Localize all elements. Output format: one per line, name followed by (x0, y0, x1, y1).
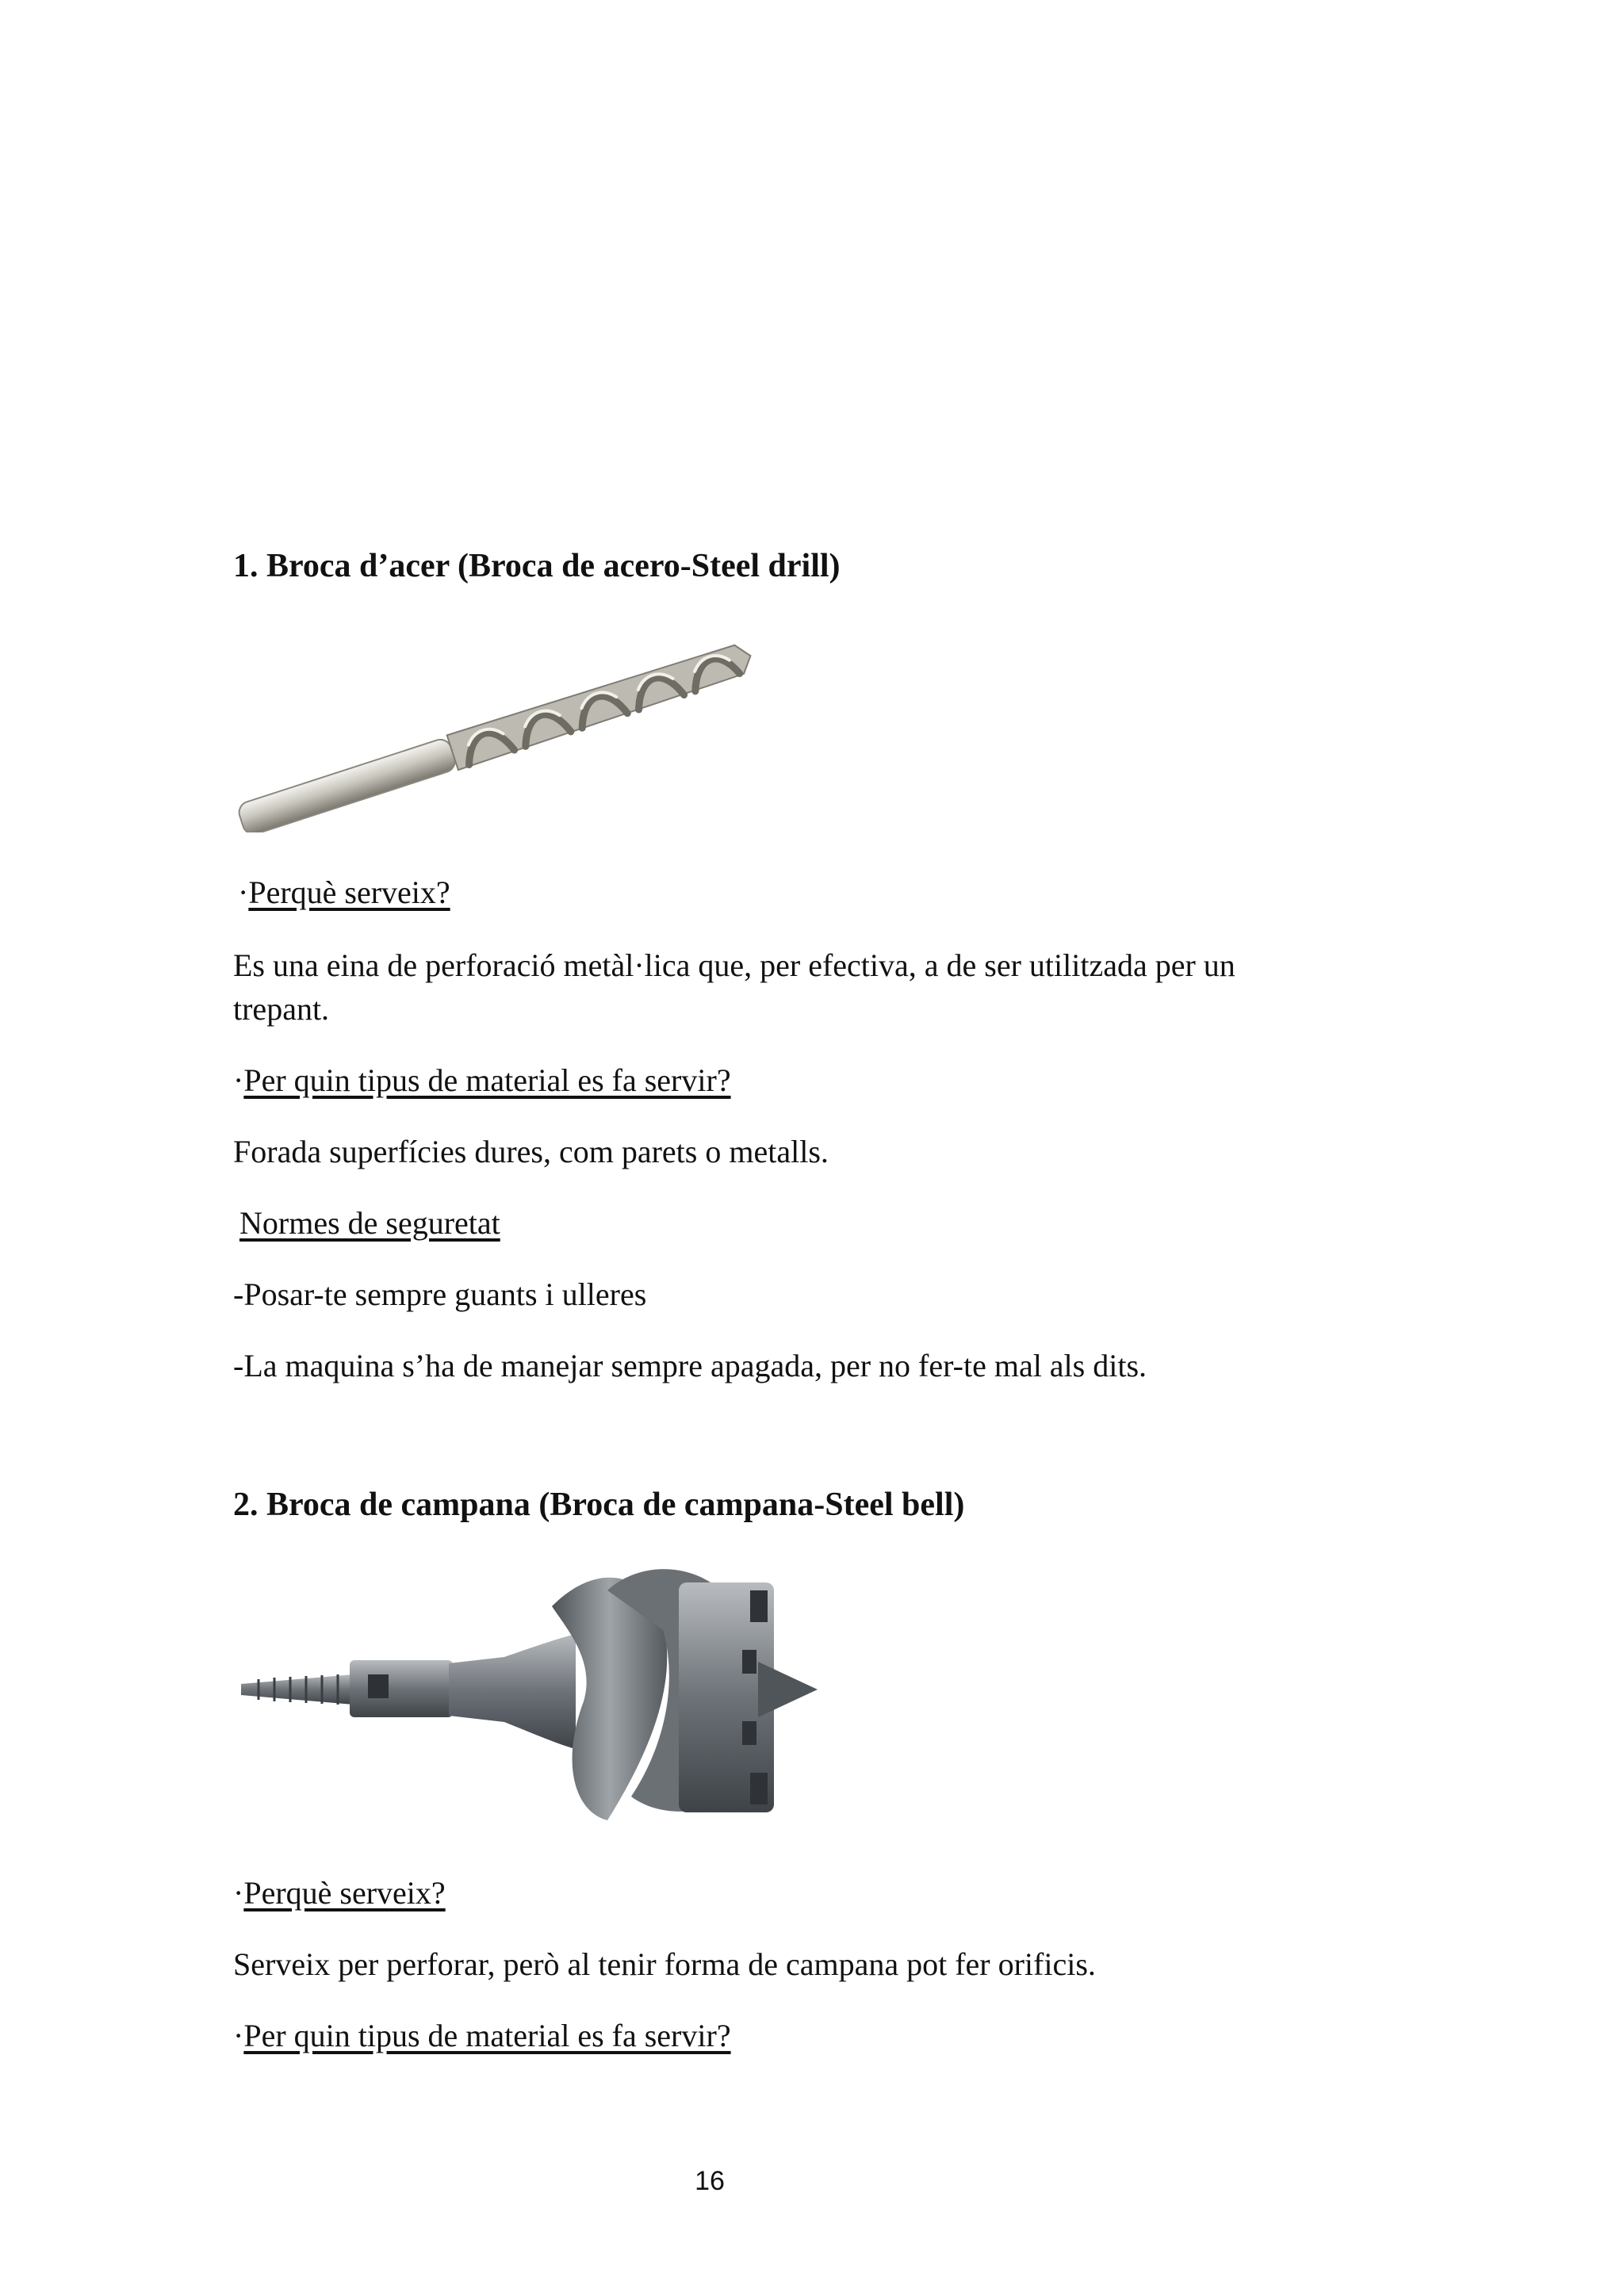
safety-rules-title: Normes de seguretat (239, 1205, 500, 1241)
bullet: · (233, 1875, 244, 1911)
bullet: · (238, 874, 249, 910)
section-1-heading: 1. Broca d’acer (Broca de acero-Steel drill) (233, 548, 841, 584)
section-1-answer-use-line-2: trepant. (233, 991, 330, 1027)
section-2-answer-use: Serveix per perforar, però al tenir forma de campana pot fer orificis. (233, 1946, 1096, 1982)
section-1-answer-use-line-1: Es una eina de perforació metàl·lica que, per efectiva, a de ser utilitzada per un (233, 947, 1235, 983)
section-2-question-material: ·Per quin tipus de material es fa servir? (233, 2018, 731, 2053)
section-2-heading: 2. Broca de campana (Broca de campana-Steel bell) (233, 1487, 965, 1523)
bullet: · (233, 1062, 244, 1098)
bell-drill-bit-image (235, 1559, 845, 1836)
section-1-question-use: ·Perquè serveix? (238, 874, 450, 910)
section-2-question-use: ·Perquè serveix? (233, 1875, 446, 1911)
safety-rule-2: -La maquina s’ha de manejar sempre apagada, per no fer-te mal als dits. (233, 1348, 1147, 1383)
bullet: · (233, 2018, 244, 2053)
page-number: 16 (695, 2166, 725, 2196)
section-1-answer-material: Forada superfícies dures, com parets o metalls. (233, 1134, 829, 1169)
section-1-question-material: ·Per quin tipus de material es fa servir? (233, 1062, 731, 1098)
steel-drill-bit-image (235, 634, 758, 832)
safety-rule-1: -Posar-te sempre guants i ulleres (233, 1276, 647, 1312)
